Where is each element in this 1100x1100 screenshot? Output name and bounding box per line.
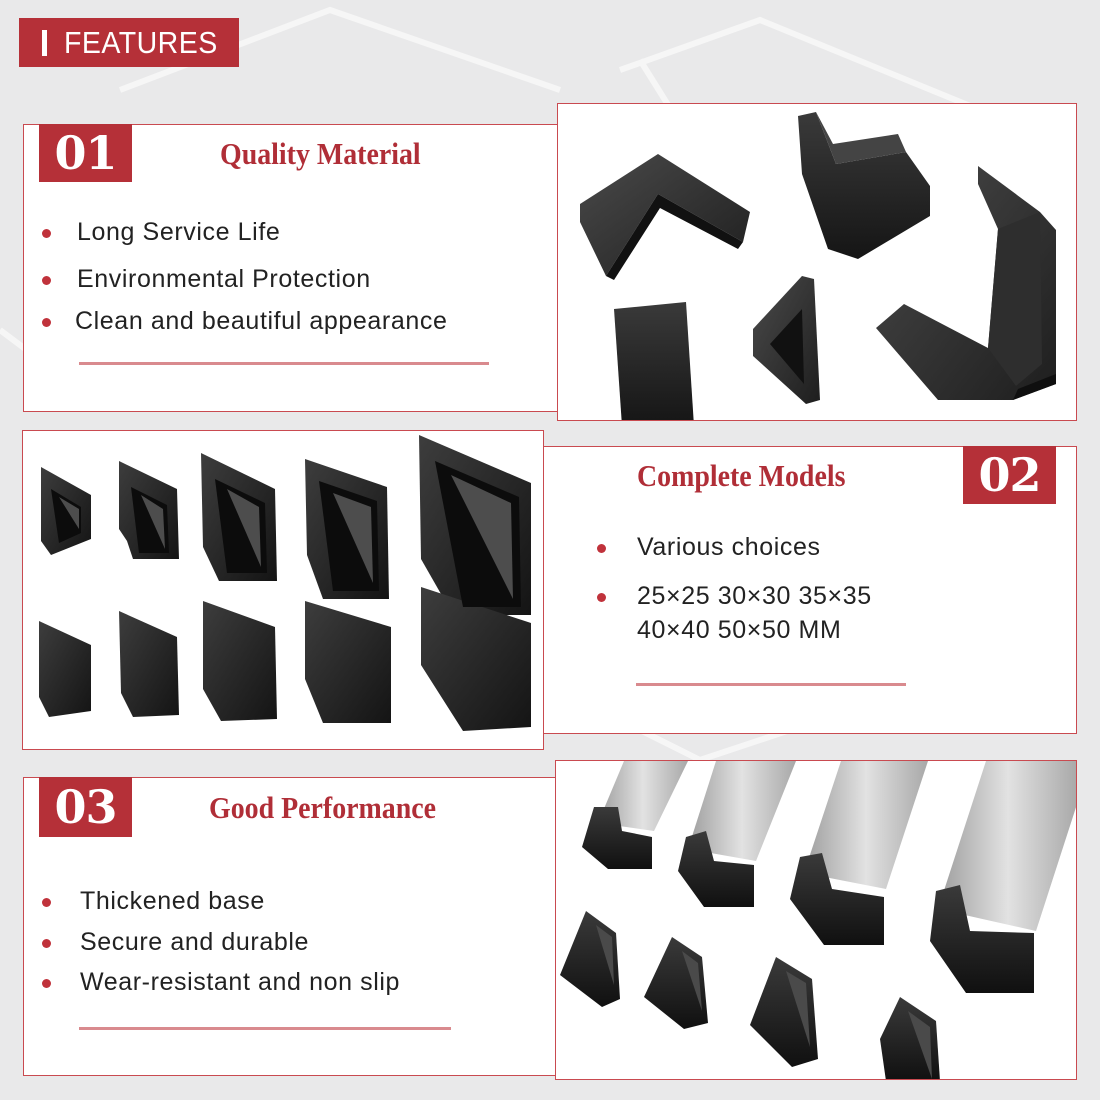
section-01-divider — [79, 362, 489, 365]
section-03-title: Good Performance — [209, 790, 437, 825]
bullet-text: Secure and durable — [80, 928, 310, 956]
features-label: FEATURES — [64, 24, 218, 60]
list-item — [597, 533, 872, 582]
section-02-divider — [636, 683, 906, 686]
bullet-icon — [597, 593, 606, 602]
section-01-bullet-list — [42, 218, 447, 349]
bullet-text: Long Service Life — [77, 218, 281, 246]
bullet-icon — [42, 898, 51, 907]
list-item-continuation — [597, 616, 872, 650]
section-01-title: Quality Material — [220, 136, 421, 171]
list-item — [597, 582, 872, 616]
bullet-icon — [42, 276, 51, 285]
installed-on-tube-photo — [555, 760, 1077, 1080]
corner-protector-photo — [557, 103, 1077, 421]
section-03-bullet-list — [42, 887, 400, 1008]
bullet-text: 40×40 50×50 MM — [637, 616, 842, 644]
bullet-text: Environmental Protection — [77, 265, 371, 293]
list-item — [42, 887, 400, 928]
list-item — [42, 928, 400, 968]
section-02-title: Complete Models — [637, 458, 846, 493]
section-02-number: 02 — [963, 446, 1056, 504]
list-item — [42, 265, 447, 307]
bullet-icon — [42, 229, 51, 238]
section-01-number: 01 — [39, 124, 132, 182]
bullet-icon — [597, 544, 606, 553]
bullet-text: 25×25 30×30 35×35 — [637, 582, 872, 610]
bullet-text: Thickened base — [80, 887, 265, 915]
features-heading — [19, 18, 239, 67]
bullet-icon — [42, 979, 51, 988]
bullet-text: Various choices — [637, 533, 821, 561]
heading-bar-icon — [42, 30, 47, 56]
bullet-text: Clean and beautiful appearance — [75, 307, 448, 335]
section-03-number: 03 — [39, 777, 132, 837]
list-item — [42, 218, 447, 265]
list-item — [42, 307, 447, 349]
section-03-divider — [79, 1027, 451, 1030]
section-02-bullet-list — [597, 533, 872, 650]
list-item — [42, 968, 400, 1008]
bullet-icon — [42, 939, 51, 948]
size-range-photo — [22, 430, 544, 750]
bullet-text: Wear-resistant and non slip — [80, 968, 401, 996]
bullet-icon — [42, 318, 51, 327]
